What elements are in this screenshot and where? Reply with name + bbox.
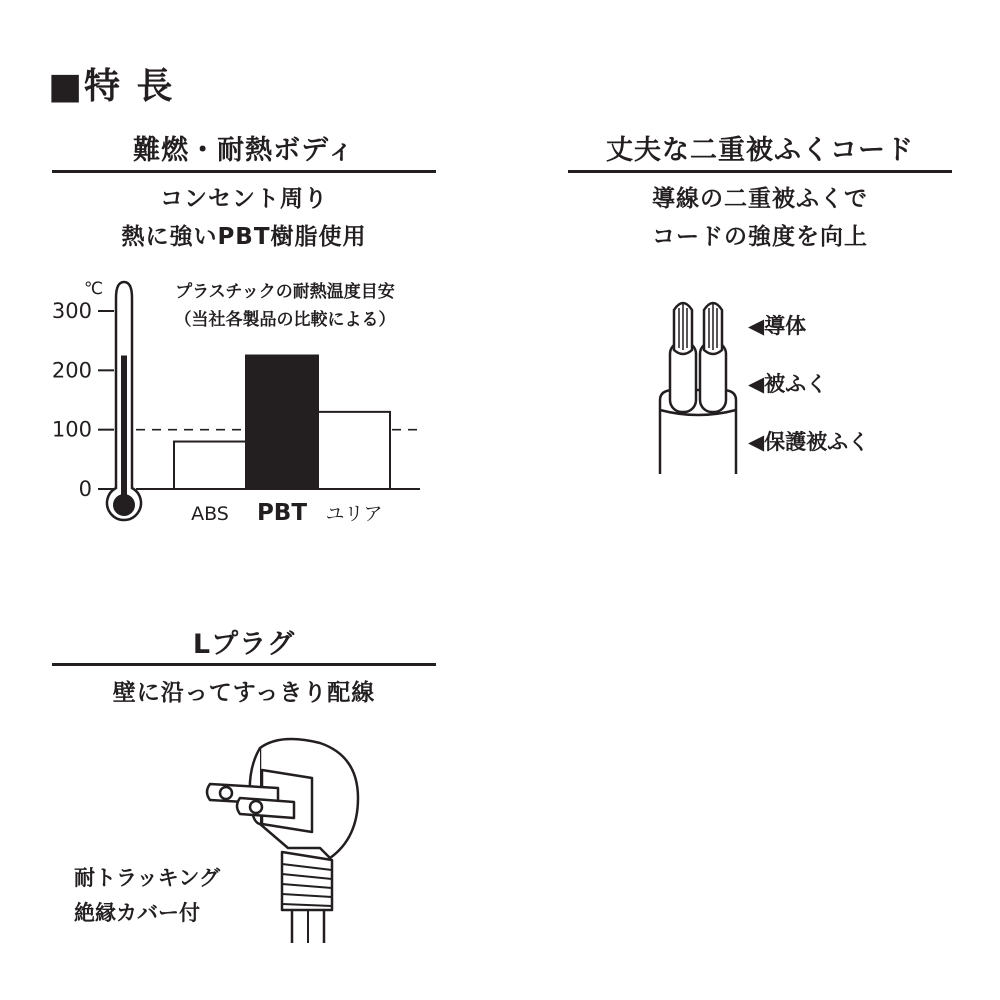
- label-anti-tracking: 耐トラッキング: [74, 866, 220, 890]
- l-plug-illustration: [190, 728, 370, 948]
- section-title-l-plug: Lプラグ: [192, 629, 296, 660]
- section-subtitle-line2: 熱に強いPBT樹脂使用: [121, 224, 367, 250]
- section-subtitle-line1: コンセント周り: [160, 186, 328, 212]
- y-tick-label: 200: [51, 358, 92, 383]
- section-title-flame-retardant: 難燃・耐熱ボディ: [133, 135, 355, 166]
- category-label: ABS: [191, 503, 229, 525]
- thermometer-bulb: [113, 494, 135, 516]
- y-tick-label: 100: [51, 417, 92, 442]
- thermometer-level: [121, 356, 127, 501]
- label-insulation: ◀被ふく: [748, 372, 828, 396]
- y-tick-label: 0: [78, 477, 92, 501]
- y-axis-unit: ℃: [84, 279, 104, 299]
- y-tick-label: 300: [51, 299, 92, 323]
- label-insulation-cover: 絶縁カバー付: [74, 901, 200, 925]
- section-divider: [52, 663, 436, 666]
- label-conductor: ◀導体: [748, 314, 807, 338]
- section-subtitle-line1: 導線の二重被ふくで: [652, 186, 868, 212]
- section-subtitle-line2: コードの強度を向上: [652, 224, 868, 250]
- chart-note-line1: プラスチックの耐熱温度目安: [175, 282, 395, 302]
- category-label: ユリア: [325, 503, 383, 525]
- bar-2: [318, 412, 390, 489]
- section-divider: [568, 170, 952, 173]
- bar-1: [246, 356, 318, 490]
- page-heading: ■特 長: [48, 66, 175, 107]
- section-title-cord: 丈夫な二重被ふくコード: [606, 135, 914, 166]
- bar-0: [174, 442, 246, 489]
- section-subtitle: 壁に沿ってすっきり配線: [112, 680, 376, 706]
- chart-note-line2: （当社各製品の比較による）: [174, 310, 396, 330]
- category-label: PBT: [256, 500, 308, 526]
- cord-cross-section-illustration: [640, 290, 750, 480]
- label-protective-sheath: ◀保護被ふく: [748, 430, 870, 454]
